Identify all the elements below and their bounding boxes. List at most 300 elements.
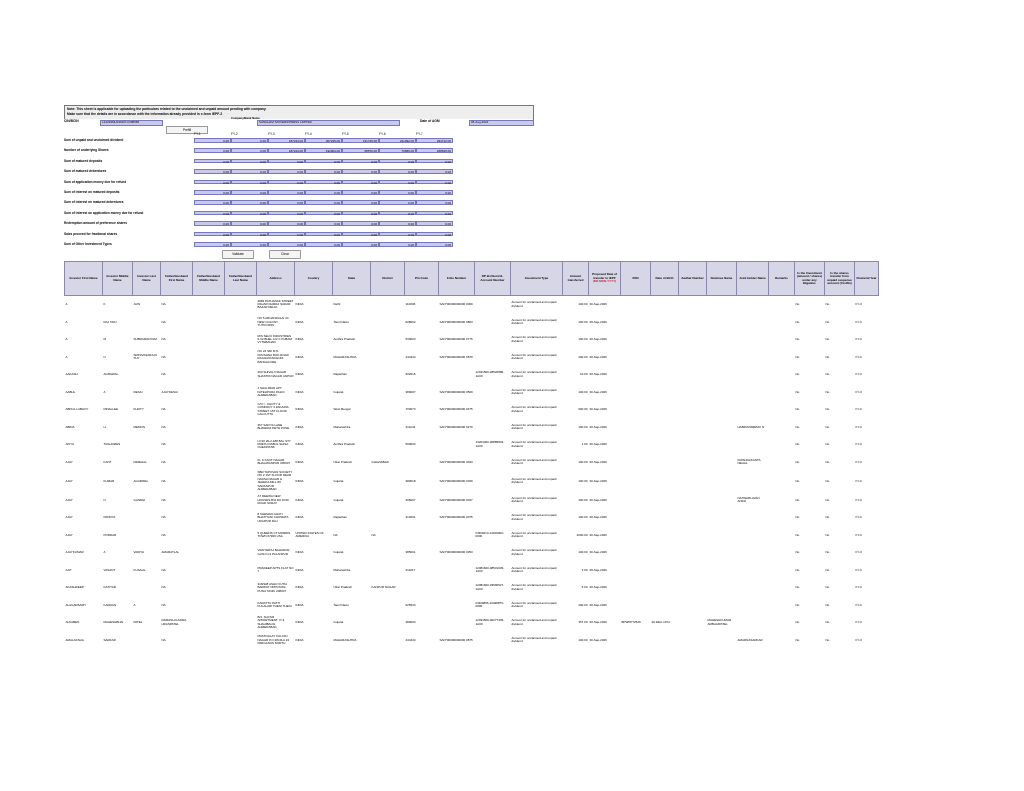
table-cell[interactable]: Gujarat [333,478,344,483]
table-cell[interactable]: GANDHI [133,497,146,502]
summary-value-cell[interactable]: 0.00 [194,138,231,143]
table-cell[interactable] [193,614,225,632]
table-cell[interactable]: INDIA [295,302,304,307]
table-cell[interactable]: M/S SELVI INDUSTRIES 6-32 BHEL A R C FUBAM VYTEBANAD [257,333,292,345]
table-cell[interactable] [439,597,475,615]
table-cell[interactable]: INDIA [295,478,304,483]
table-cell[interactable]: TAGHORES [103,442,121,447]
table-cell[interactable] [737,509,769,527]
table-cell[interactable]: INDIA [295,550,304,555]
table-cell[interactable] [225,401,257,419]
table-cell[interactable]: INDIA [295,372,304,377]
table-cell[interactable]: No [825,337,830,342]
table-cell[interactable]: 2000.00 [576,532,588,537]
summary-value-cell[interactable]: 0.00 [194,221,231,226]
table-cell[interactable] [651,632,679,650]
table-cell[interactable]: NA [161,372,166,377]
table-cell[interactable] [439,366,475,384]
table-cell[interactable] [439,614,475,632]
table-cell[interactable]: No [825,515,830,520]
summary-value-cell[interactable]: 0.00 [268,169,305,174]
table-cell[interactable] [737,384,769,402]
table-cell[interactable]: AKASHDEEP [65,585,84,590]
table-cell[interactable] [193,436,225,454]
summary-value-cell[interactable]: 0.00 [416,169,453,174]
table-cell[interactable] [707,366,737,384]
table-cell[interactable] [225,314,257,332]
table-cell[interactable]: Amount for unclaimed and unpaid dividend [511,583,557,591]
table-cell[interactable]: FY-3 [855,497,862,502]
table-cell[interactable] [769,331,795,349]
table-cell[interactable] [707,384,737,402]
table-cell[interactable]: No [825,442,830,447]
table-cell[interactable] [651,314,679,332]
table-cell[interactable]: Amount for unclaimed and unpaid dividend [511,352,557,361]
table-cell[interactable]: FY-3 [855,637,862,642]
summary-value-cell[interactable]: 70686.00 [379,148,416,153]
table-cell[interactable]: No [795,372,800,377]
table-cell[interactable] [225,597,257,615]
table-cell[interactable]: 100.00 [578,550,588,555]
table-cell[interactable]: Amount for unclaimed and unpaid dividend [511,513,557,521]
table-cell[interactable]: 3.00 [581,567,588,572]
table-cell[interactable] [621,314,651,332]
table-cell[interactable]: KHOTY [133,407,144,412]
table-cell[interactable]: 100.00 [578,478,588,483]
table-cell[interactable]: SAN*00000000000 0879 [439,354,473,359]
summary-value-cell[interactable]: 0.00 [342,190,379,195]
table-cell[interactable]: INDIA [295,585,304,590]
table-cell[interactable]: FY-3 [855,319,862,324]
table-cell[interactable] [769,419,795,437]
table-cell[interactable]: 30-Sep-2026 [589,478,607,483]
table-cell[interactable]: AJAY [65,478,73,483]
table-cell[interactable] [193,314,225,332]
table-cell[interactable]: 411017 [405,567,416,572]
table-cell[interactable] [371,314,405,332]
table-cell[interactable]: NA [161,532,166,537]
table-cell[interactable] [707,314,737,332]
clear-button[interactable]: Clear [269,250,301,259]
table-cell[interactable] [371,419,405,437]
table-cell[interactable]: GHAZIABAD [371,459,389,464]
table-cell[interactable]: 12041500-28520886-1A00 [475,370,505,378]
table-cell[interactable]: FY-3 [855,407,862,412]
table-cell[interactable]: MAHESHKUMAR ARBHAIPATEL [707,618,732,626]
table-cell[interactable]: 30-Sep-2026 [589,637,607,642]
table-cell[interactable]: SAN*00000000000 0043 [439,459,473,464]
table-cell[interactable] [679,614,707,632]
summary-value-cell[interactable]: 0.00 [416,242,453,247]
table-cell[interactable]: AGRAWAL [103,372,119,377]
table-cell[interactable]: INDIA [295,497,304,502]
table-cell[interactable]: FY-3 [855,337,862,342]
table-cell[interactable]: Amount for unclaimed and unpaid dividend [511,530,557,539]
table-cell[interactable] [737,296,769,314]
summary-value-cell[interactable]: 0.00 [231,138,268,143]
table-cell[interactable]: Rajasthan [333,515,348,520]
table-cell[interactable] [679,562,707,580]
table-cell[interactable] [371,436,405,454]
table-cell[interactable]: KARNAN [103,602,117,607]
table-cell[interactable]: 4883 PATHANAK STREET PAHAR DHIRAJ SADAR BAZAR DELHI [257,298,294,310]
table-cell[interactable]: 313001 [405,515,416,520]
table-cell[interactable] [133,314,161,332]
summary-value-cell[interactable]: 0.00 [342,232,379,237]
table-cell[interactable] [621,597,651,615]
summary-value-cell[interactable]: 0.00 [416,232,453,237]
summary-value-cell[interactable]: 0.00 [416,190,453,195]
table-cell[interactable] [225,384,257,402]
table-cell[interactable] [193,579,225,597]
table-cell[interactable]: A [133,602,136,607]
table-cell[interactable] [707,471,737,492]
table-cell[interactable]: NA [161,637,166,642]
table-cell[interactable] [707,492,737,510]
table-cell[interactable]: No [795,550,800,555]
table-cell[interactable]: No [825,550,830,555]
table-cell[interactable]: 30-Sep-2026 [589,550,607,555]
table-cell[interactable]: 30-Sep-2026 [589,337,607,342]
table-cell[interactable]: PRATIVALAY KALYAN NAGAR P.O PANILA 24 PARGANAS NORTH [257,634,290,646]
table-cell[interactable]: Amount for unclaimed and unpaid dividend [511,565,557,574]
table-cell[interactable]: NA [161,319,166,324]
table-cell[interactable]: HABIDANIMEMO N [737,424,765,429]
table-cell[interactable] [371,331,405,349]
summary-value-cell[interactable]: 0.00 [379,221,416,226]
table-cell[interactable]: MAHARASHTRA [333,354,357,359]
summary-value-cell[interactable]: 0.00 [268,232,305,237]
table-cell[interactable]: SAN*00000000000 0875 [439,637,473,642]
table-cell[interactable] [475,471,511,492]
summary-value-cell[interactable]: 0.00 [194,148,231,153]
table-cell[interactable] [651,544,679,562]
table-cell[interactable] [707,632,737,650]
table-cell[interactable]: SAN*00000000000 0270 [439,424,473,429]
table-cell[interactable] [679,331,707,349]
summary-value-cell[interactable]: 0.00 [379,242,416,247]
table-cell[interactable] [439,579,475,597]
table-cell[interactable]: NA [161,567,166,572]
table-cell[interactable] [621,492,651,510]
table-cell[interactable]: Maharashtra [333,567,351,572]
table-cell[interactable]: A [65,337,68,342]
table-cell[interactable]: DINALLEE [103,407,119,412]
table-cell[interactable]: No [825,585,830,590]
table-cell[interactable]: NA [161,337,166,342]
summary-value-cell[interactable]: 0.00 [231,169,268,174]
table-cell[interactable]: H [103,424,106,429]
table-cell[interactable]: No [825,532,830,537]
table-cell[interactable]: 444444 [405,354,416,359]
table-cell[interactable] [225,436,257,454]
table-cell[interactable] [769,314,795,332]
summary-value-cell[interactable]: 0.00 [231,190,268,195]
table-cell[interactable] [193,349,225,367]
table-cell[interactable]: C/O I - KHOTY & COMPANY 3 ZAKARIA STREET 1ST FLOOR CALCUTTA [257,401,289,417]
table-cell[interactable]: VAIDYERAJ BAHADUR GANJ N-3 PALANPUR [257,548,290,556]
table-cell[interactable] [193,331,225,349]
table-cell[interactable]: AJAY [65,515,73,520]
table-cell[interactable] [225,492,257,510]
table-cell[interactable] [133,509,161,527]
summary-value-cell[interactable]: 0.00 [231,200,268,205]
table-cell[interactable]: 444444 [405,637,416,642]
table-cell[interactable]: SAN*00000000000 0776 [439,337,473,342]
table-cell[interactable] [621,509,651,527]
table-cell[interactable] [225,471,257,492]
table-cell[interactable]: 367 SAFIYA LANE BHAWANI PETH PUNE [257,422,290,431]
table-cell[interactable] [193,597,225,615]
table-cell[interactable]: FY-3 [855,478,862,483]
summary-value-cell[interactable]: 0.00 [231,180,268,185]
table-cell[interactable]: No [795,302,800,307]
table-cell[interactable]: AJAYKUMAR [65,550,84,555]
table-cell[interactable]: No [795,532,800,537]
table-cell[interactable]: No [825,424,830,429]
table-cell[interactable] [225,349,257,367]
table-cell[interactable]: AJAYDESAI [161,389,178,394]
table-cell[interactable]: NA [161,407,166,412]
table-cell[interactable] [193,384,225,402]
table-cell[interactable]: 10.00 [579,372,588,377]
table-cell[interactable]: NA [161,497,166,502]
table-cell[interactable]: Uttar Pradesh [333,585,353,590]
table-cell[interactable] [651,419,679,437]
table-cell[interactable] [679,401,707,419]
table-cell[interactable]: No [795,515,800,520]
table-cell[interactable] [679,597,707,615]
table-cell[interactable]: 30-Sep-2026 [589,620,607,625]
table-cell[interactable] [651,492,679,510]
table-cell[interactable]: DESAI [133,389,143,394]
table-cell[interactable] [769,632,795,650]
table-cell[interactable] [769,349,795,367]
table-cell[interactable]: JAIN [133,302,141,307]
table-cell[interactable] [651,509,679,527]
table-cell[interactable]: ABIDA [65,424,75,429]
table-cell[interactable]: 411042 [405,424,416,429]
table-cell[interactable] [225,454,257,472]
table-cell[interactable] [193,296,225,314]
table-cell[interactable]: NA [161,478,166,483]
table-cell[interactable] [769,597,795,615]
table-cell[interactable] [193,632,225,650]
table-cell[interactable]: 100.00 [578,337,588,342]
table-cell[interactable] [405,527,439,545]
table-cell[interactable]: No [825,372,830,377]
table-cell[interactable]: Gujarat [333,550,344,555]
table-cell[interactable]: AMALAKSHA [65,637,84,642]
table-cell[interactable]: No [825,354,830,359]
table-cell[interactable] [707,331,737,349]
summary-value-cell[interactable]: 0.00 [305,242,342,247]
summary-value-cell[interactable]: 0.00 [416,221,453,226]
table-cell[interactable]: 12081600-03590527-1A00 [475,583,505,591]
table-cell[interactable] [737,471,769,492]
table-cell[interactable] [621,419,651,437]
table-cell[interactable]: 13204400-00885843-1A00 [475,440,505,448]
table-cell[interactable] [651,597,679,615]
table-cell[interactable]: KUMAR [103,478,115,483]
table-cell[interactable]: 385001 [405,550,416,555]
table-cell[interactable] [439,436,475,454]
table-cell[interactable]: 100.00 [578,424,588,429]
table-cell[interactable] [679,471,707,492]
table-cell[interactable]: 30-Sep-2026 [589,302,607,307]
table-cell[interactable]: No [825,567,830,572]
summary-value-cell[interactable]: 0.00 [379,190,416,195]
table-cell[interactable]: 380004 [405,620,416,625]
table-cell[interactable] [475,419,511,437]
table-cell[interactable]: FY-3 [855,515,862,520]
table-cell[interactable]: INDIA [295,354,304,359]
summary-value-cell[interactable]: 0.00 [231,159,268,164]
table-cell[interactable] [737,527,769,545]
table-cell[interactable] [621,527,651,545]
summary-value-cell[interactable]: 0.00 [194,232,231,237]
table-cell[interactable]: AJIT [65,567,72,572]
table-cell[interactable]: West Bengal [333,407,351,412]
table-cell[interactable]: Amount for unclaimed and unpaid dividend [511,300,557,308]
summary-value-cell[interactable]: 0.00 [305,200,342,205]
table-cell[interactable] [769,401,795,419]
table-cell[interactable]: NA [161,602,166,607]
table-cell[interactable]: 100.00 [578,302,588,307]
table-cell[interactable] [439,527,475,545]
table-cell[interactable] [193,454,225,472]
table-cell[interactable] [475,509,511,527]
table-cell[interactable] [707,597,737,615]
summary-value-cell[interactable]: 0.00 [342,242,379,247]
table-cell[interactable] [225,331,257,349]
table-cell[interactable]: No [795,602,800,607]
table-cell[interactable] [679,544,707,562]
summary-value-cell[interactable]: 0.00 [268,242,305,247]
table-cell[interactable] [769,366,795,384]
table-cell[interactable] [371,384,405,402]
table-cell[interactable]: KATIYAR [103,585,116,590]
table-cell[interactable] [737,436,769,454]
table-cell[interactable]: BPWPP7252K [621,620,642,625]
summary-value-cell[interactable]: 0.00 [342,180,379,185]
table-cell[interactable]: N [103,354,106,359]
cin-field[interactable]: L24239MH1991PLC098982 [100,120,163,126]
summary-value-cell[interactable]: 0.00 [194,200,231,205]
table-cell[interactable]: No [795,337,800,342]
table-cell[interactable]: NA [161,302,166,307]
table-cell[interactable]: 457.00 [578,620,588,625]
table-cell[interactable] [679,419,707,437]
table-cell[interactable]: KANT [103,459,112,464]
table-cell[interactable]: No [795,497,800,502]
table-cell[interactable]: 5 QUEENS CT MORRIS TOWN 07960 USA [257,530,291,539]
table-cell[interactable]: 30-Sep-2026 [589,532,607,537]
table-cell[interactable]: INDIA [295,567,304,572]
summary-value-cell[interactable]: 0.00 [194,190,231,195]
table-cell[interactable] [737,331,769,349]
table-cell[interactable]: No [825,497,830,502]
table-cell[interactable] [371,492,405,510]
table-cell[interactable]: No [825,478,830,483]
table-cell[interactable] [679,436,707,454]
table-cell[interactable]: SAN*00000000000 0353 [439,550,473,555]
table-cell[interactable]: UNITED STATES OF AMERICA [295,530,324,539]
table-cell[interactable] [225,562,257,580]
table-cell[interactable]: SBR TAPOVAN SOCIETY NO 2 1ST FLOOR NEAR NARSA NAGAR & JEHEDA MILL 80 SARASPUR AHMEDABAD [257,471,293,492]
table-cell[interactable]: INDIA [295,337,304,342]
table-cell[interactable]: NA [161,459,166,464]
table-cell[interactable] [651,562,679,580]
summary-value-cell[interactable]: 0.00 [194,159,231,164]
table-cell[interactable] [193,419,225,437]
table-cell[interactable]: INDIA [295,515,304,520]
table-cell[interactable]: Tamil Nadu [333,319,349,324]
table-cell[interactable]: INDIA [295,637,304,642]
table-cell[interactable] [651,471,679,492]
table-cell[interactable] [769,544,795,562]
table-cell[interactable]: 26-DEC-1974 [651,620,670,625]
summary-value-cell[interactable]: 0.00 [194,180,231,185]
table-cell[interactable]: 625533 [405,602,416,607]
table-cell[interactable]: SAN*00000000000 0075 [439,515,473,520]
table-cell[interactable] [707,419,737,437]
table-cell[interactable]: 200.00 [578,602,588,607]
table-cell[interactable]: SAN*00000000000 0037 [439,497,473,502]
table-cell[interactable] [707,349,737,367]
table-cell[interactable]: FY-3 [855,567,862,572]
table-cell[interactable]: SAN*00000000000 0569 [439,389,473,394]
table-cell[interactable]: KUSALE [133,567,146,572]
table-cell[interactable]: FY-3 [855,585,862,590]
summary-value-cell[interactable]: 0.00 [231,242,268,247]
table-cell[interactable]: INDIA [295,459,304,464]
table-cell[interactable]: MAHARASHTRA [333,637,357,642]
table-cell[interactable]: 100.00 [578,319,588,324]
table-cell[interactable] [737,349,769,367]
table-cell[interactable] [475,331,511,349]
summary-value-cell[interactable]: 0.00 [379,200,416,205]
table-cell[interactable]: AABHL [65,389,76,394]
table-cell[interactable]: DIMEHAL [133,459,147,464]
table-cell[interactable]: SARKAR [103,637,116,642]
table-cell[interactable]: Amount for unclaimed and unpaid dividend [511,405,557,413]
table-cell[interactable]: 380007 [405,389,416,394]
table-cell[interactable]: Gujarat [333,620,344,625]
table-cell[interactable] [769,579,795,597]
table-cell[interactable] [707,579,737,597]
table-cell[interactable] [651,436,679,454]
table-cell[interactable]: Amount for unclaimed and unpaid dividend [511,476,557,485]
table-cell[interactable] [475,492,511,510]
table-cell[interactable] [193,509,225,527]
table-cell[interactable]: A [65,302,68,307]
table-cell[interactable]: NA [161,354,166,359]
table-cell[interactable]: 30-Sep-2026 [589,389,607,394]
table-cell[interactable] [769,527,795,545]
table-cell[interactable]: 12081600-08531045-1A00 [475,565,505,574]
table-cell[interactable] [133,366,161,384]
table-cell[interactable]: VASANT [103,567,116,572]
table-cell[interactable] [439,562,475,580]
table-cell[interactable]: Maharashtra [333,424,351,429]
table-cell[interactable] [621,366,651,384]
table-cell[interactable]: AJAY [65,497,73,502]
table-cell[interactable]: INDIA [295,424,304,429]
table-cell[interactable] [679,349,707,367]
table-cell[interactable]: 500034 [405,442,416,447]
table-cell[interactable]: 30-Sep-2026 [589,602,607,607]
